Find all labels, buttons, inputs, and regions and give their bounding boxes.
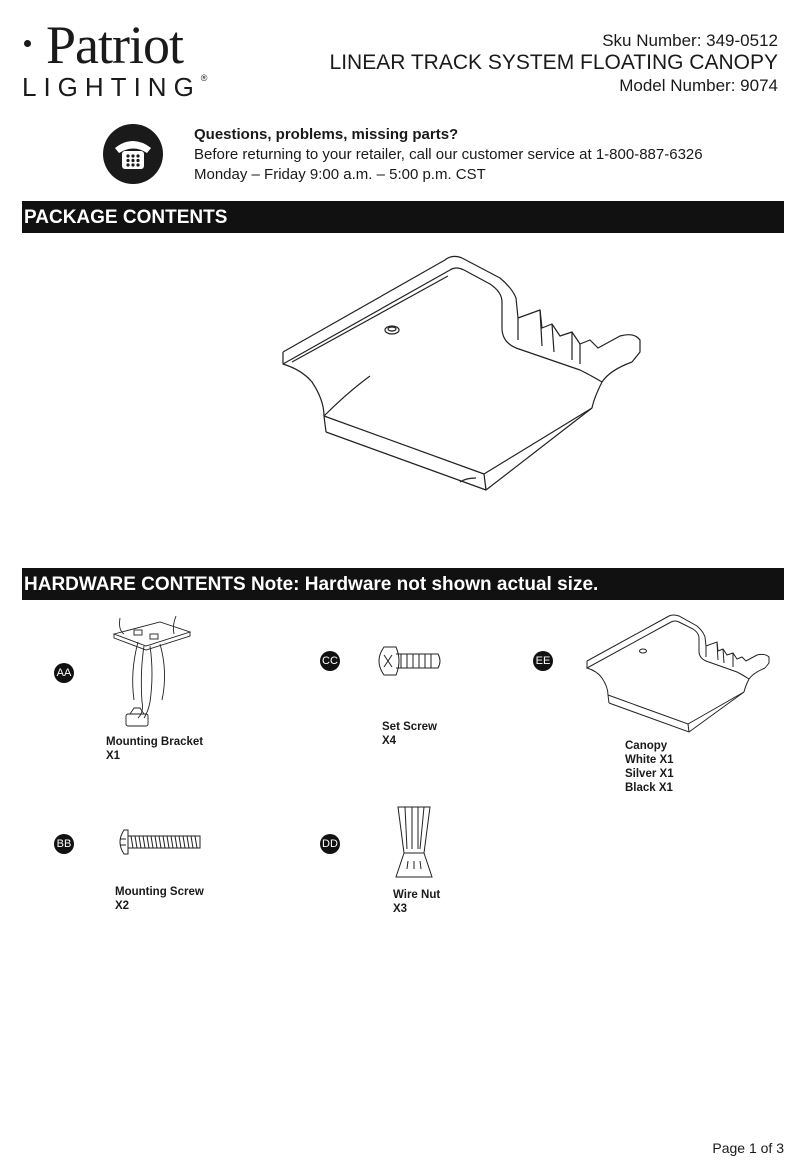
canopy-variant-white: White X1 [625, 754, 674, 766]
mounting-screw-label [115, 885, 204, 913]
page-number: Page 1 of 3 [712, 1140, 784, 1156]
brand-logo [22, 15, 232, 102]
brand-name: Patriot [46, 15, 183, 75]
contact-hours-line: Monday – Friday 9:00 a.m. – 5:00 p.m. CST [194, 166, 486, 183]
hardware-badge-aa: AA [54, 663, 74, 683]
canopy-variant-black: Black X1 [625, 782, 673, 794]
mounting-bracket-label [106, 735, 203, 763]
wire-nut-qty: X3 [393, 903, 408, 915]
hardware-contents-heading: HARDWARE CONTENTS Note: Hardware not shown actual size. [22, 568, 784, 600]
mounting-screw-name: Mounting Screw [115, 886, 204, 898]
hardware-badge-ee: EE [533, 651, 553, 671]
hardware-badge-dd: DD [320, 834, 340, 854]
mounting-bracket-icon [104, 612, 194, 732]
contact-heading: Questions, problems, missing parts? [194, 126, 459, 143]
canopy-small-icon [585, 613, 771, 733]
model-number: Model Number: 9074 [619, 76, 778, 95]
canopy-label [625, 739, 674, 795]
package-contents-heading: PACKAGE CONTENTS [22, 201, 784, 233]
mounting-bracket-name: Mounting Bracket [106, 736, 204, 748]
registered-mark: ® [200, 73, 208, 83]
mounting-screw-icon [116, 827, 202, 857]
sku-number: Sku Number: 349-0512 [602, 31, 778, 50]
canopy-variant-silver: Silver X1 [625, 768, 674, 780]
telephone-icon [103, 124, 163, 184]
product-title: LINEAR TRACK SYSTEM FLOATING CANOPY [329, 51, 778, 74]
hardware-badge-cc: CC [320, 651, 340, 671]
mounting-screw-qty: X2 [115, 900, 130, 912]
contact-phone-line: Before returning to your retailer, call our customer service at 1-800-887-6326 [194, 146, 703, 163]
canopy-name: Canopy [625, 740, 668, 752]
set-screw-qty: X4 [382, 735, 397, 747]
logo-dot [24, 40, 31, 47]
wire-nut-name: Wire Nut [393, 889, 441, 901]
set-screw-name: Set Screw [382, 721, 437, 733]
set-screw-icon [376, 645, 442, 677]
brand-subtitle: LIGHTING [22, 72, 201, 102]
set-screw-label [382, 720, 437, 748]
wire-nut-icon [392, 805, 436, 881]
wire-nut-label [393, 888, 440, 916]
mounting-bracket-qty: X1 [106, 750, 121, 762]
canopy-illustration [280, 252, 642, 492]
customer-service-info [194, 125, 703, 185]
hardware-badge-bb: BB [54, 834, 74, 854]
